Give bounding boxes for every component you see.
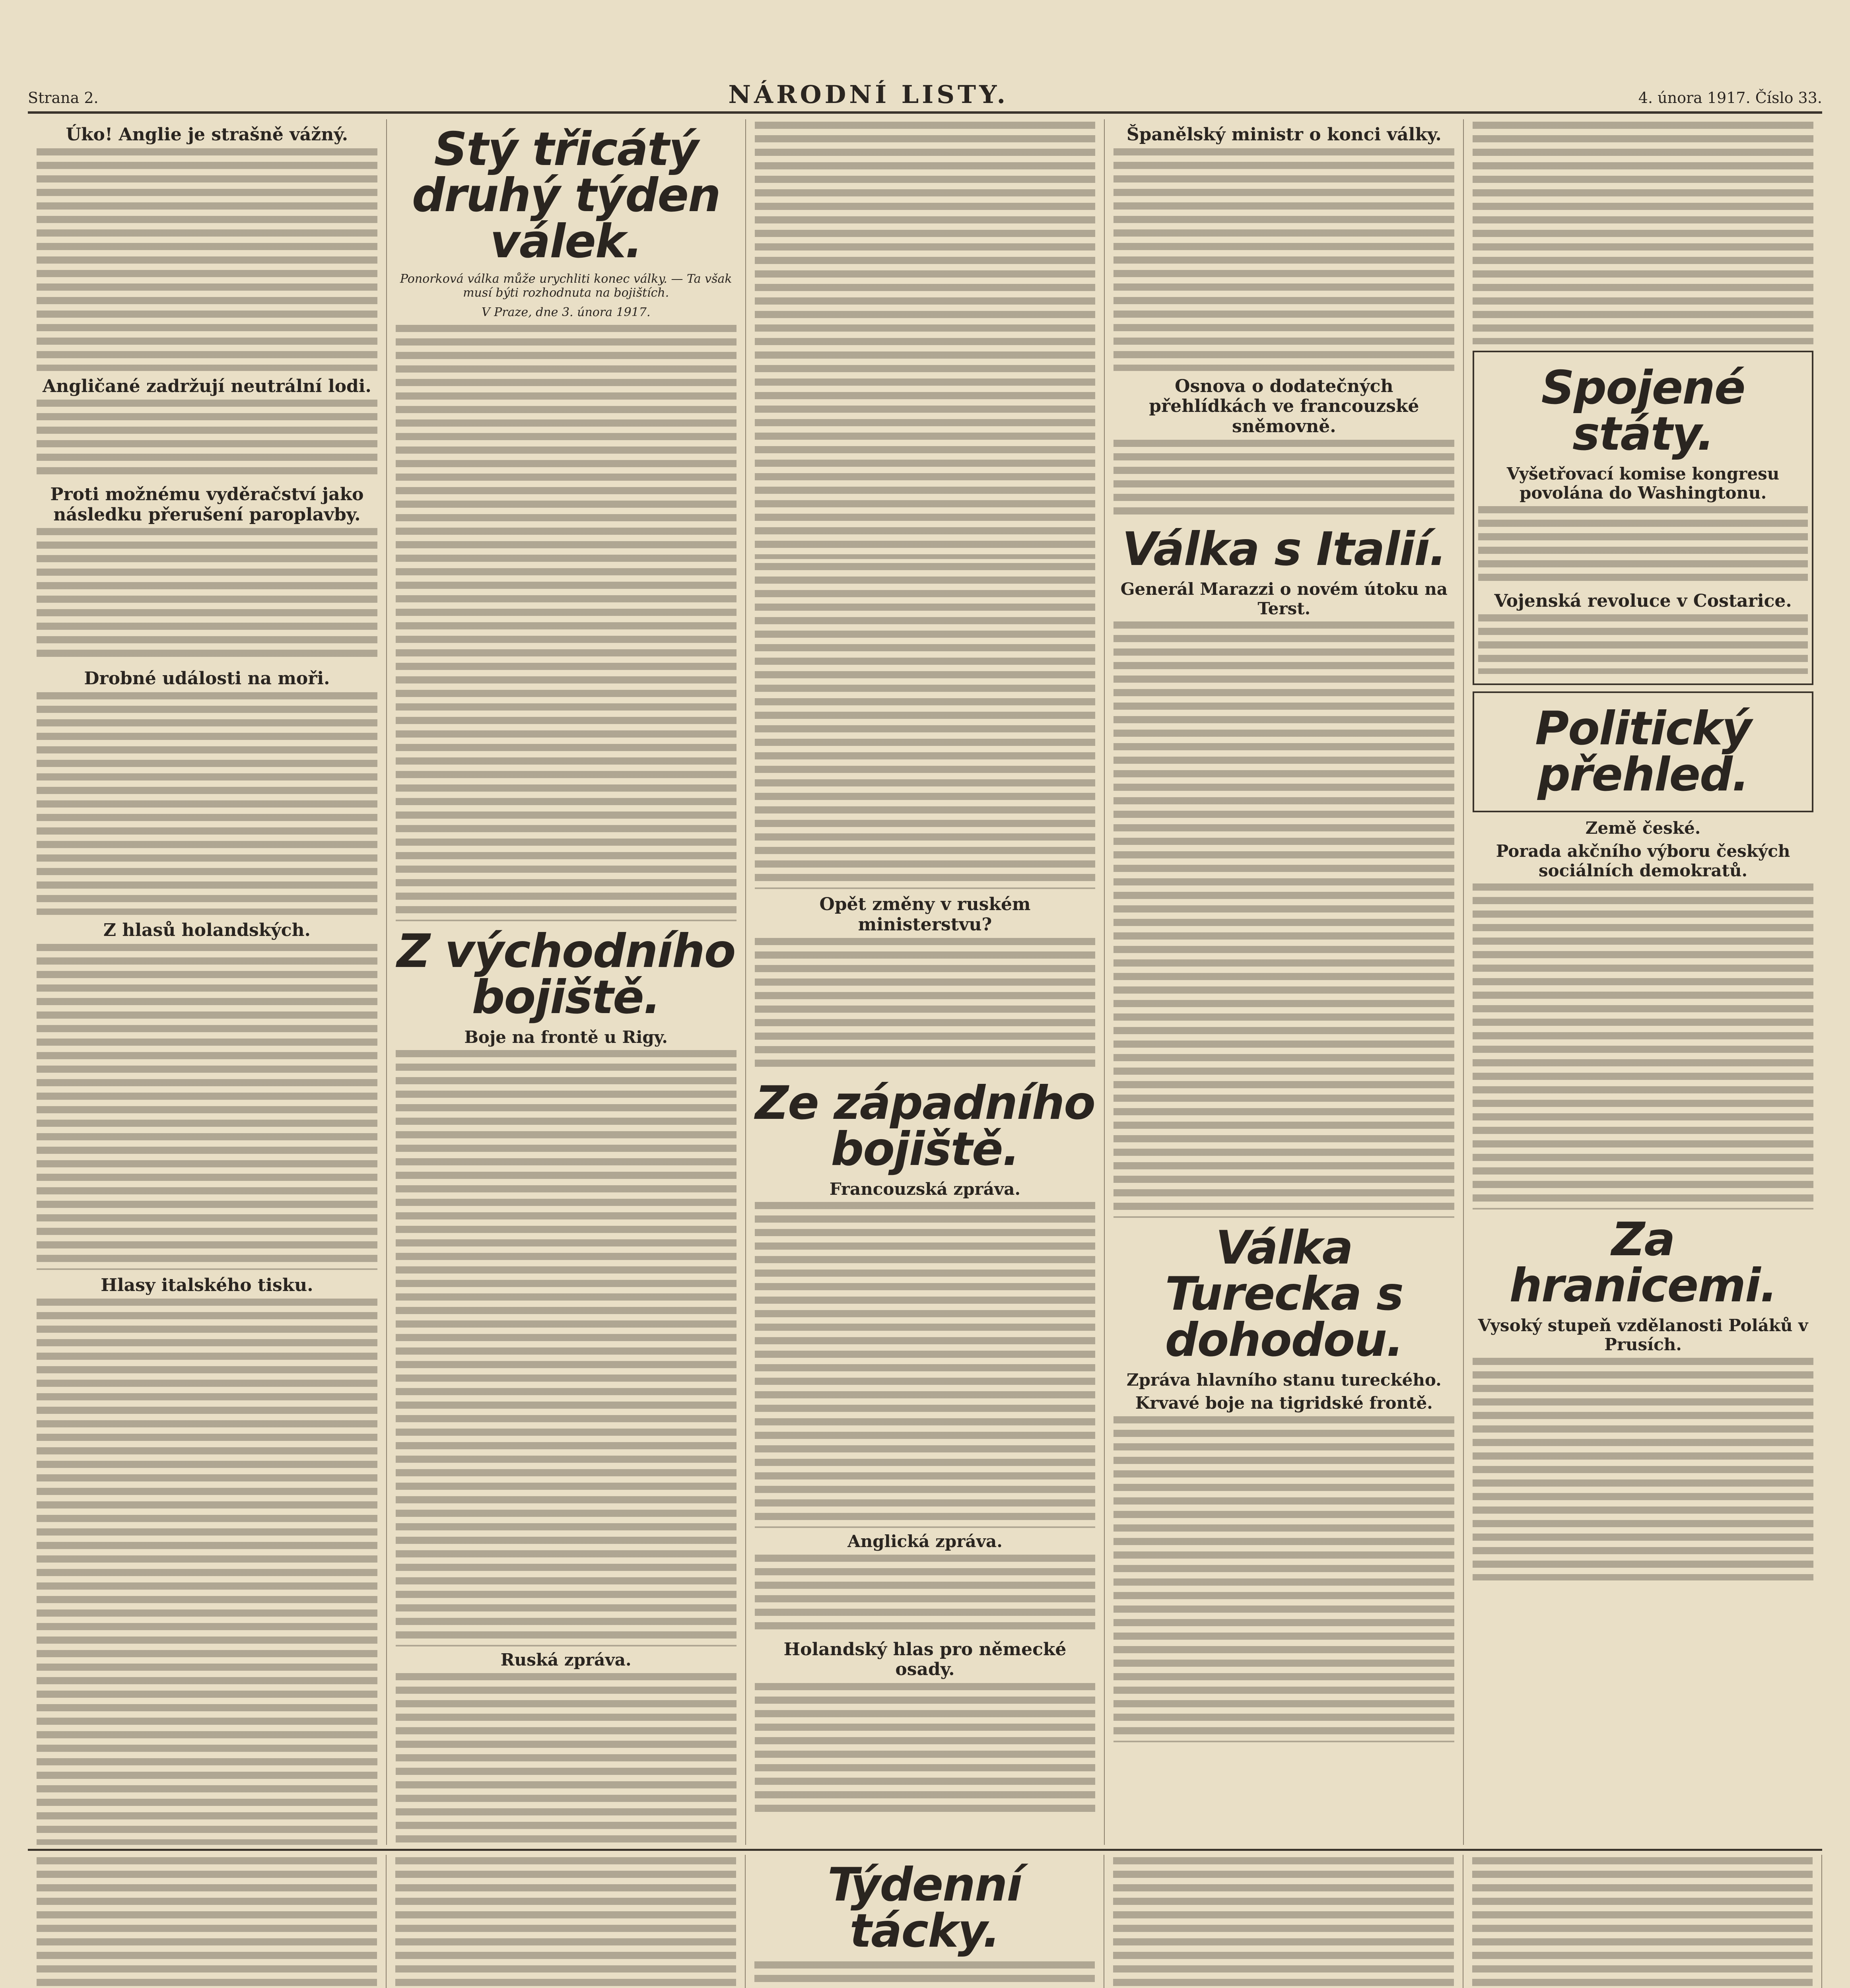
text-block	[755, 1202, 1096, 1528]
headline-turecko: Válka Turecka s dohodou.	[1165, 1221, 1403, 1367]
headline-prehled: Politický přehled.	[1535, 702, 1751, 802]
text-block	[755, 938, 1096, 1073]
headline-holand: Z hlasů holandských.	[103, 920, 311, 940]
prehled-box	[1473, 691, 1813, 812]
column-2	[387, 119, 746, 1845]
dateline-valek: V Praze, dne 3. února 1917.	[481, 305, 651, 319]
text-block	[396, 325, 737, 921]
column-5	[1464, 119, 1822, 1845]
section-rule	[28, 1849, 1822, 1851]
text-block	[37, 692, 377, 915]
text-block	[755, 1555, 1096, 1634]
text-block	[396, 1673, 737, 1845]
column-4	[1105, 119, 1464, 1845]
subhead-francouz: Francouzská zpráva.	[829, 1179, 1021, 1199]
headline-opatreni: Proti možnému vyděračství jako následku přerušení paroplavby.	[50, 484, 364, 525]
lower-column-3	[746, 1855, 1104, 1988]
text-block	[755, 1683, 1096, 1818]
subhead-zeme: Země české.	[1585, 818, 1701, 838]
column-3	[746, 119, 1105, 1845]
subhead-komise: Vyšetřovací komise kongresu povolána do Washingtonu.	[1506, 464, 1780, 503]
text-block	[1113, 1416, 1454, 1742]
lower-column-4	[1104, 1855, 1463, 1988]
headline-spanel: Španělský ministr o konci války.	[1126, 124, 1442, 145]
subhead-prusy: Vysoký stupeň vzdělanosti Poláků v Prusích.	[1478, 1316, 1808, 1355]
text-block	[37, 1299, 377, 1845]
text-block	[37, 1857, 377, 1988]
masthead	[28, 76, 1822, 114]
text-block	[1473, 1358, 1813, 1580]
subhead-tigris: Krvavé boje na tigridské frontě.	[1135, 1393, 1433, 1413]
text-block	[395, 1857, 736, 1988]
headline-ministerstvo: Opět změny v ruském ministerstvu?	[819, 894, 1031, 935]
text-block	[1113, 1857, 1454, 1988]
text-block	[1113, 440, 1454, 519]
subhead-ruska: Ruská zpráva.	[500, 1650, 632, 1670]
text-block	[755, 563, 1096, 889]
lower-column-1	[28, 1855, 387, 1988]
subhead-marazzi: Generál Marazzi o novém útoku na Terst.	[1120, 579, 1448, 618]
page-label: Strana 2.	[28, 89, 99, 107]
headline-spojene: Spojené státy.	[1541, 361, 1745, 461]
headline-holand-hlas: Holandský hlas pro německé osady.	[783, 1639, 1067, 1680]
upper-section	[28, 119, 1822, 1845]
text-block	[37, 528, 377, 663]
headline-costarica: Vojenská revoluce v Costarice.	[1494, 590, 1792, 611]
paper-name: NÁRODNÍ LISTY.	[728, 80, 1009, 109]
spojene-box	[1473, 351, 1813, 685]
text-block	[1478, 614, 1808, 674]
text-block	[755, 122, 1096, 559]
headline-hranice: Za hranicemi.	[1509, 1213, 1777, 1313]
text-block	[1472, 1857, 1813, 1988]
headline-neutral: Angličané zadržují neutrální lodi.	[42, 376, 371, 396]
headline-tisk: Hlasy italského tisku.	[101, 1275, 313, 1295]
headline-vychod: Z východního bojiště.	[396, 924, 735, 1024]
text-block	[37, 944, 377, 1270]
column-1	[28, 119, 387, 1845]
text-block	[1113, 148, 1454, 371]
lower-column-2	[387, 1855, 745, 1988]
text-block	[1113, 621, 1454, 1218]
headline-valek: Stý třicátý druhý týden válek.	[412, 122, 720, 268]
text-block	[37, 148, 377, 371]
headline-osnova: Osnova o dodatečných přehlídkách ve francouzské sněmovně.	[1149, 376, 1419, 437]
subhead-porada: Porada akčního výboru českých sociálních demokratů.	[1496, 841, 1790, 880]
text-block	[1473, 883, 1813, 1209]
lead-valek: Ponorková válka může urychliti konec války. — Ta však musí býti rozhodnuta na bojištích.	[400, 272, 732, 300]
headline-anglie: Úko! Anglie je strašně vážný.	[66, 124, 348, 145]
text-block	[1473, 122, 1813, 344]
subhead-riga: Boje na frontě u Rigy.	[464, 1027, 668, 1047]
headline-more: Drobné události na moři.	[84, 668, 330, 689]
lower-column-5	[1463, 1855, 1822, 1988]
subhead-anglicka: Anglická zpráva.	[847, 1532, 1003, 1551]
headline-italie: Válka s Italií.	[1122, 522, 1446, 577]
text-block	[1478, 506, 1808, 586]
lower-section	[28, 1855, 1822, 1988]
text-block	[754, 1961, 1095, 1988]
text-block	[396, 1050, 737, 1646]
headline-tacky: Týdenní tácky.	[827, 1858, 1022, 1958]
subhead-turecko: Zpráva hlavního stanu tureckého.	[1126, 1370, 1442, 1390]
text-block	[37, 400, 377, 479]
date-issue: 4. února 1917. Číslo 33.	[1638, 89, 1822, 107]
headline-zapad: Ze západního bojiště.	[755, 1076, 1095, 1176]
